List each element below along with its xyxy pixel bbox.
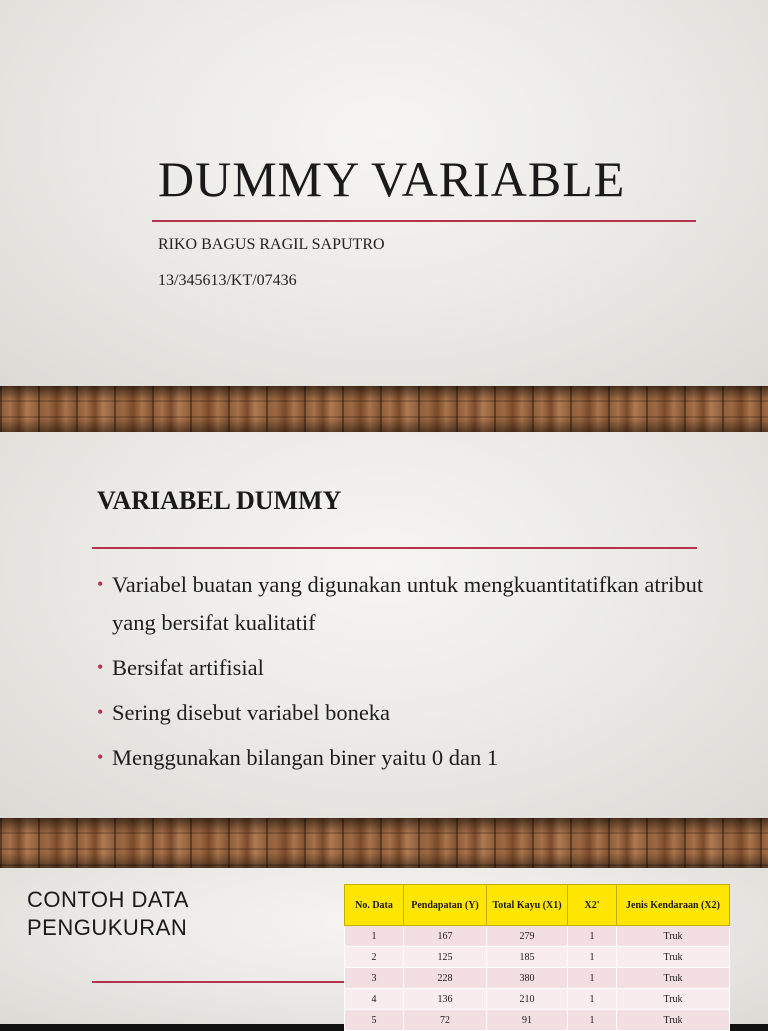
bullet-text: Menggunakan bilangan biner yaitu 0 dan 1	[112, 745, 499, 770]
table-cell: 1	[568, 968, 617, 989]
table-cell: 1	[568, 947, 617, 968]
column-header: X2'	[568, 885, 617, 926]
column-header: Total Kayu (X1)	[487, 885, 568, 926]
table-cell: Truk	[617, 989, 730, 1010]
table-cell: 1	[345, 926, 404, 947]
table-cell: 5	[345, 1010, 404, 1031]
heading-rule	[92, 547, 697, 549]
table-header-row	[345, 885, 730, 926]
table-cell: 185	[487, 947, 568, 968]
table-cell: 1	[568, 989, 617, 1010]
table-row	[345, 947, 730, 968]
column-header: Jenis Kendaraan (X2)	[617, 885, 730, 926]
bullet-text: Sering disebut variabel boneka	[112, 700, 391, 725]
slide-3-title: CONTOH DATA PENGUKURAN	[27, 887, 188, 940]
table-row	[345, 968, 730, 989]
table-cell: 210	[487, 989, 568, 1010]
wood-floor-divider	[0, 386, 768, 432]
bullet-text: Variabel buatan yang digunakan untuk mengkuantitatifkan atribut yang bersifat kualitatif	[112, 572, 704, 635]
column-header: No. Data	[345, 885, 404, 926]
slide-2-title: VARIABEL DUMMY	[97, 486, 342, 515]
author-name: RIKO BAGUS RAGIL SAPUTRO	[158, 236, 385, 253]
bullet-item	[97, 739, 737, 777]
bullet-icon: •	[97, 747, 104, 767]
data-table	[344, 884, 730, 1031]
table-cell: 136	[404, 989, 487, 1010]
table-cell: 72	[404, 1010, 487, 1031]
heading-rule	[92, 981, 344, 983]
table-cell: 125	[404, 947, 487, 968]
column-header: Pendapatan (Y)	[404, 885, 487, 926]
wood-floor-divider	[0, 818, 768, 868]
table-row	[345, 989, 730, 1010]
table-cell: 3	[345, 968, 404, 989]
table-cell: 91	[487, 1010, 568, 1031]
bullet-list	[97, 566, 737, 784]
bullet-item	[97, 566, 737, 642]
table-cell: 167	[404, 926, 487, 947]
table-row	[345, 1010, 730, 1031]
bullet-item	[97, 694, 737, 732]
table-cell: 380	[487, 968, 568, 989]
title-rule	[152, 220, 696, 222]
table-cell: 279	[487, 926, 568, 947]
table-cell: Truk	[617, 968, 730, 989]
bullet-item	[97, 649, 737, 687]
table-cell: 1	[568, 926, 617, 947]
table-cell: Truk	[617, 1010, 730, 1031]
table-row	[345, 926, 730, 947]
table-cell: Truk	[617, 926, 730, 947]
table-cell: 4	[345, 989, 404, 1010]
table-cell: 1	[568, 1010, 617, 1031]
bullet-text: Bersifat artifisial	[112, 655, 264, 680]
bullet-icon: •	[97, 574, 104, 594]
bullet-icon: •	[97, 702, 104, 722]
bullet-icon: •	[97, 657, 104, 677]
table-cell: Truk	[617, 947, 730, 968]
table-cell: 2	[345, 947, 404, 968]
slide-1-title: DUMMY VARIABLE	[158, 151, 626, 207]
student-id: 13/345613/KT/07436	[158, 272, 297, 289]
table-cell: 228	[404, 968, 487, 989]
slide-1	[0, 0, 768, 386]
